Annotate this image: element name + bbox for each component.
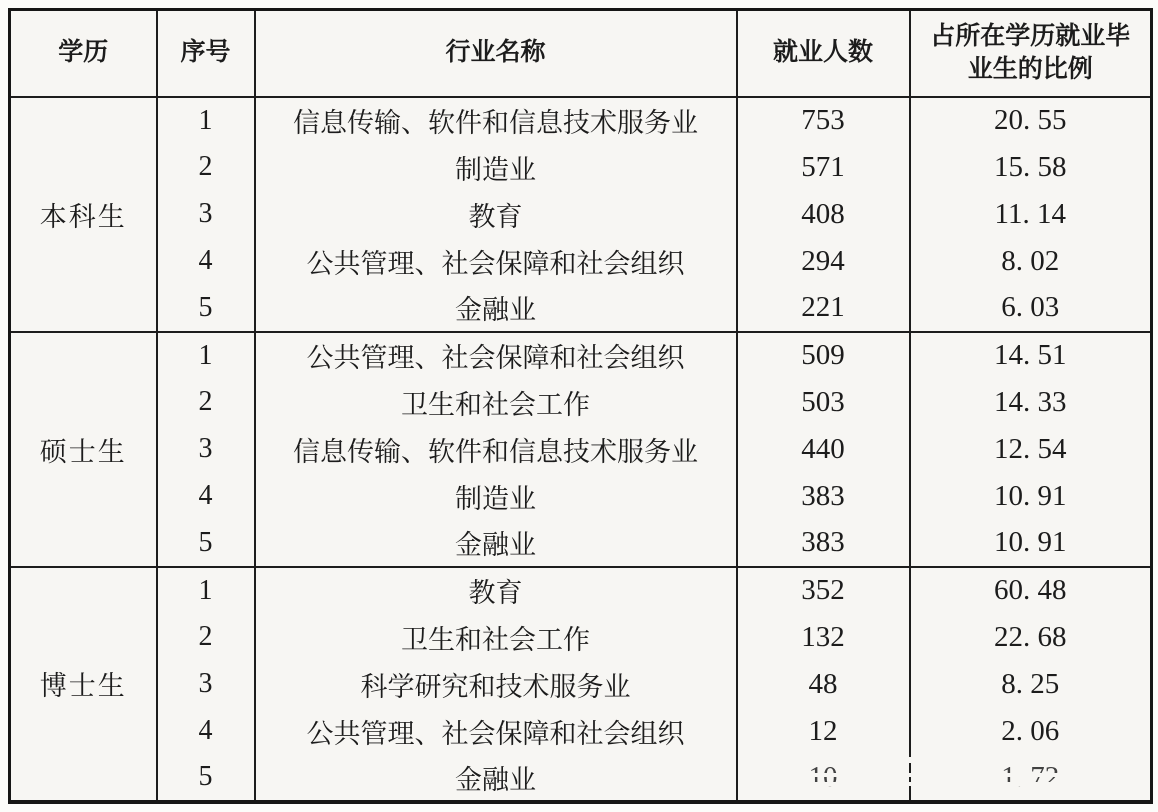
rank-cell: 5: [157, 755, 255, 802]
header-row: [10, 10, 1152, 97]
industry-cell: 信息传输、软件和信息技术服务业: [255, 426, 737, 473]
table-row: [10, 755, 1152, 802]
header-degree: 学历: [10, 10, 157, 97]
pct-cell: 15. 58: [910, 144, 1152, 191]
count-cell: 571: [737, 144, 910, 191]
pct-cell: 8. 25: [910, 661, 1152, 708]
pct-cell: 10. 91: [910, 520, 1152, 567]
count-cell: 294: [737, 238, 910, 285]
pct-cell: 22. 68: [910, 614, 1152, 661]
employment-by-industry-table: [8, 8, 1150, 804]
header-count: 就业人数: [737, 10, 910, 97]
header-industry: 行业名称: [255, 10, 737, 97]
industry-cell: 科学研究和技术服务业: [255, 661, 737, 708]
industry-cell: 教育: [255, 191, 737, 238]
pct-cell: 11. 14: [910, 191, 1152, 238]
header-pct: 占所在学历就业毕业生的比例: [910, 10, 1152, 97]
table-row: [10, 567, 1152, 614]
rank-cell: 2: [157, 144, 255, 191]
count-cell: 503: [737, 379, 910, 426]
rank-cell: 1: [157, 332, 255, 379]
pct-cell: 20. 55: [910, 97, 1152, 144]
rank-cell: 3: [157, 426, 255, 473]
industry-cell: 金融业: [255, 520, 737, 567]
rank-cell: 4: [157, 708, 255, 755]
count-cell: 383: [737, 520, 910, 567]
table-row: [10, 379, 1152, 426]
industry-cell: 公共管理、社会保障和社会组织: [255, 238, 737, 285]
industry-cell: 金融业: [255, 755, 737, 802]
table-row: [10, 473, 1152, 520]
erasure-artifact: [788, 782, 1114, 786]
industry-cell: 卫生和社会工作: [255, 379, 737, 426]
pct-cell-degraded: [910, 755, 1152, 802]
table-row: [10, 661, 1152, 708]
table-row: [10, 144, 1152, 191]
rank-cell: 1: [157, 567, 255, 614]
table-row: [10, 332, 1152, 379]
count-cell: 383: [737, 473, 910, 520]
rank-cell: 1: [157, 97, 255, 144]
pct-cell: 10. 91: [910, 473, 1152, 520]
pct-cell: 6. 03: [910, 285, 1152, 332]
industry-cell: 公共管理、社会保障和社会组织: [255, 708, 737, 755]
degree-cell-doctoral: 博士生: [10, 567, 157, 802]
count-cell: 132: [737, 614, 910, 661]
rank-cell: 4: [157, 473, 255, 520]
rank-cell: 4: [157, 238, 255, 285]
count-cell: 221: [737, 285, 910, 332]
count-cell: 48: [737, 661, 910, 708]
industry-cell: 制造业: [255, 144, 737, 191]
pct-cell: 8. 02: [910, 238, 1152, 285]
industry-cell: 信息传输、软件和信息技术服务业: [255, 97, 737, 144]
rank-cell: 5: [157, 520, 255, 567]
pct-cell: 14. 33: [910, 379, 1152, 426]
table-row: [10, 238, 1152, 285]
header-rank: 序号: [157, 10, 255, 97]
degree-cell-master: 硕士生: [10, 332, 157, 567]
table-row: [10, 708, 1152, 755]
count-cell: 408: [737, 191, 910, 238]
count-cell: 352: [737, 567, 910, 614]
pct-cell: 2. 06: [910, 708, 1152, 755]
count-cell: 509: [737, 332, 910, 379]
pct-cell: 60. 48: [910, 567, 1152, 614]
rank-cell: 5: [157, 285, 255, 332]
rank-cell: 2: [157, 614, 255, 661]
table-row: [10, 520, 1152, 567]
count-cell: 440: [737, 426, 910, 473]
industry-cell: 卫生和社会工作: [255, 614, 737, 661]
rank-cell: 2: [157, 379, 255, 426]
data-table: [8, 8, 1153, 804]
rank-cell: 3: [157, 191, 255, 238]
count-cell: 12: [737, 708, 910, 755]
count-cell: 753: [737, 97, 910, 144]
pct-cell: 14. 51: [910, 332, 1152, 379]
industry-cell: 教育: [255, 567, 737, 614]
industry-cell: 金融业: [255, 285, 737, 332]
table-row: [10, 426, 1152, 473]
degree-cell-undergraduate: 本科生: [10, 97, 157, 332]
table-row: [10, 285, 1152, 332]
table-row: [10, 614, 1152, 661]
table-row: [10, 97, 1152, 144]
erasure-artifact: [788, 773, 1114, 777]
count-cell-degraded: [737, 755, 910, 802]
rank-cell: 3: [157, 661, 255, 708]
industry-cell: 制造业: [255, 473, 737, 520]
erasure-artifact: [902, 757, 914, 763]
pct-cell: 12. 54: [910, 426, 1152, 473]
industry-cell: 公共管理、社会保障和社会组织: [255, 332, 737, 379]
table-row: [10, 191, 1152, 238]
